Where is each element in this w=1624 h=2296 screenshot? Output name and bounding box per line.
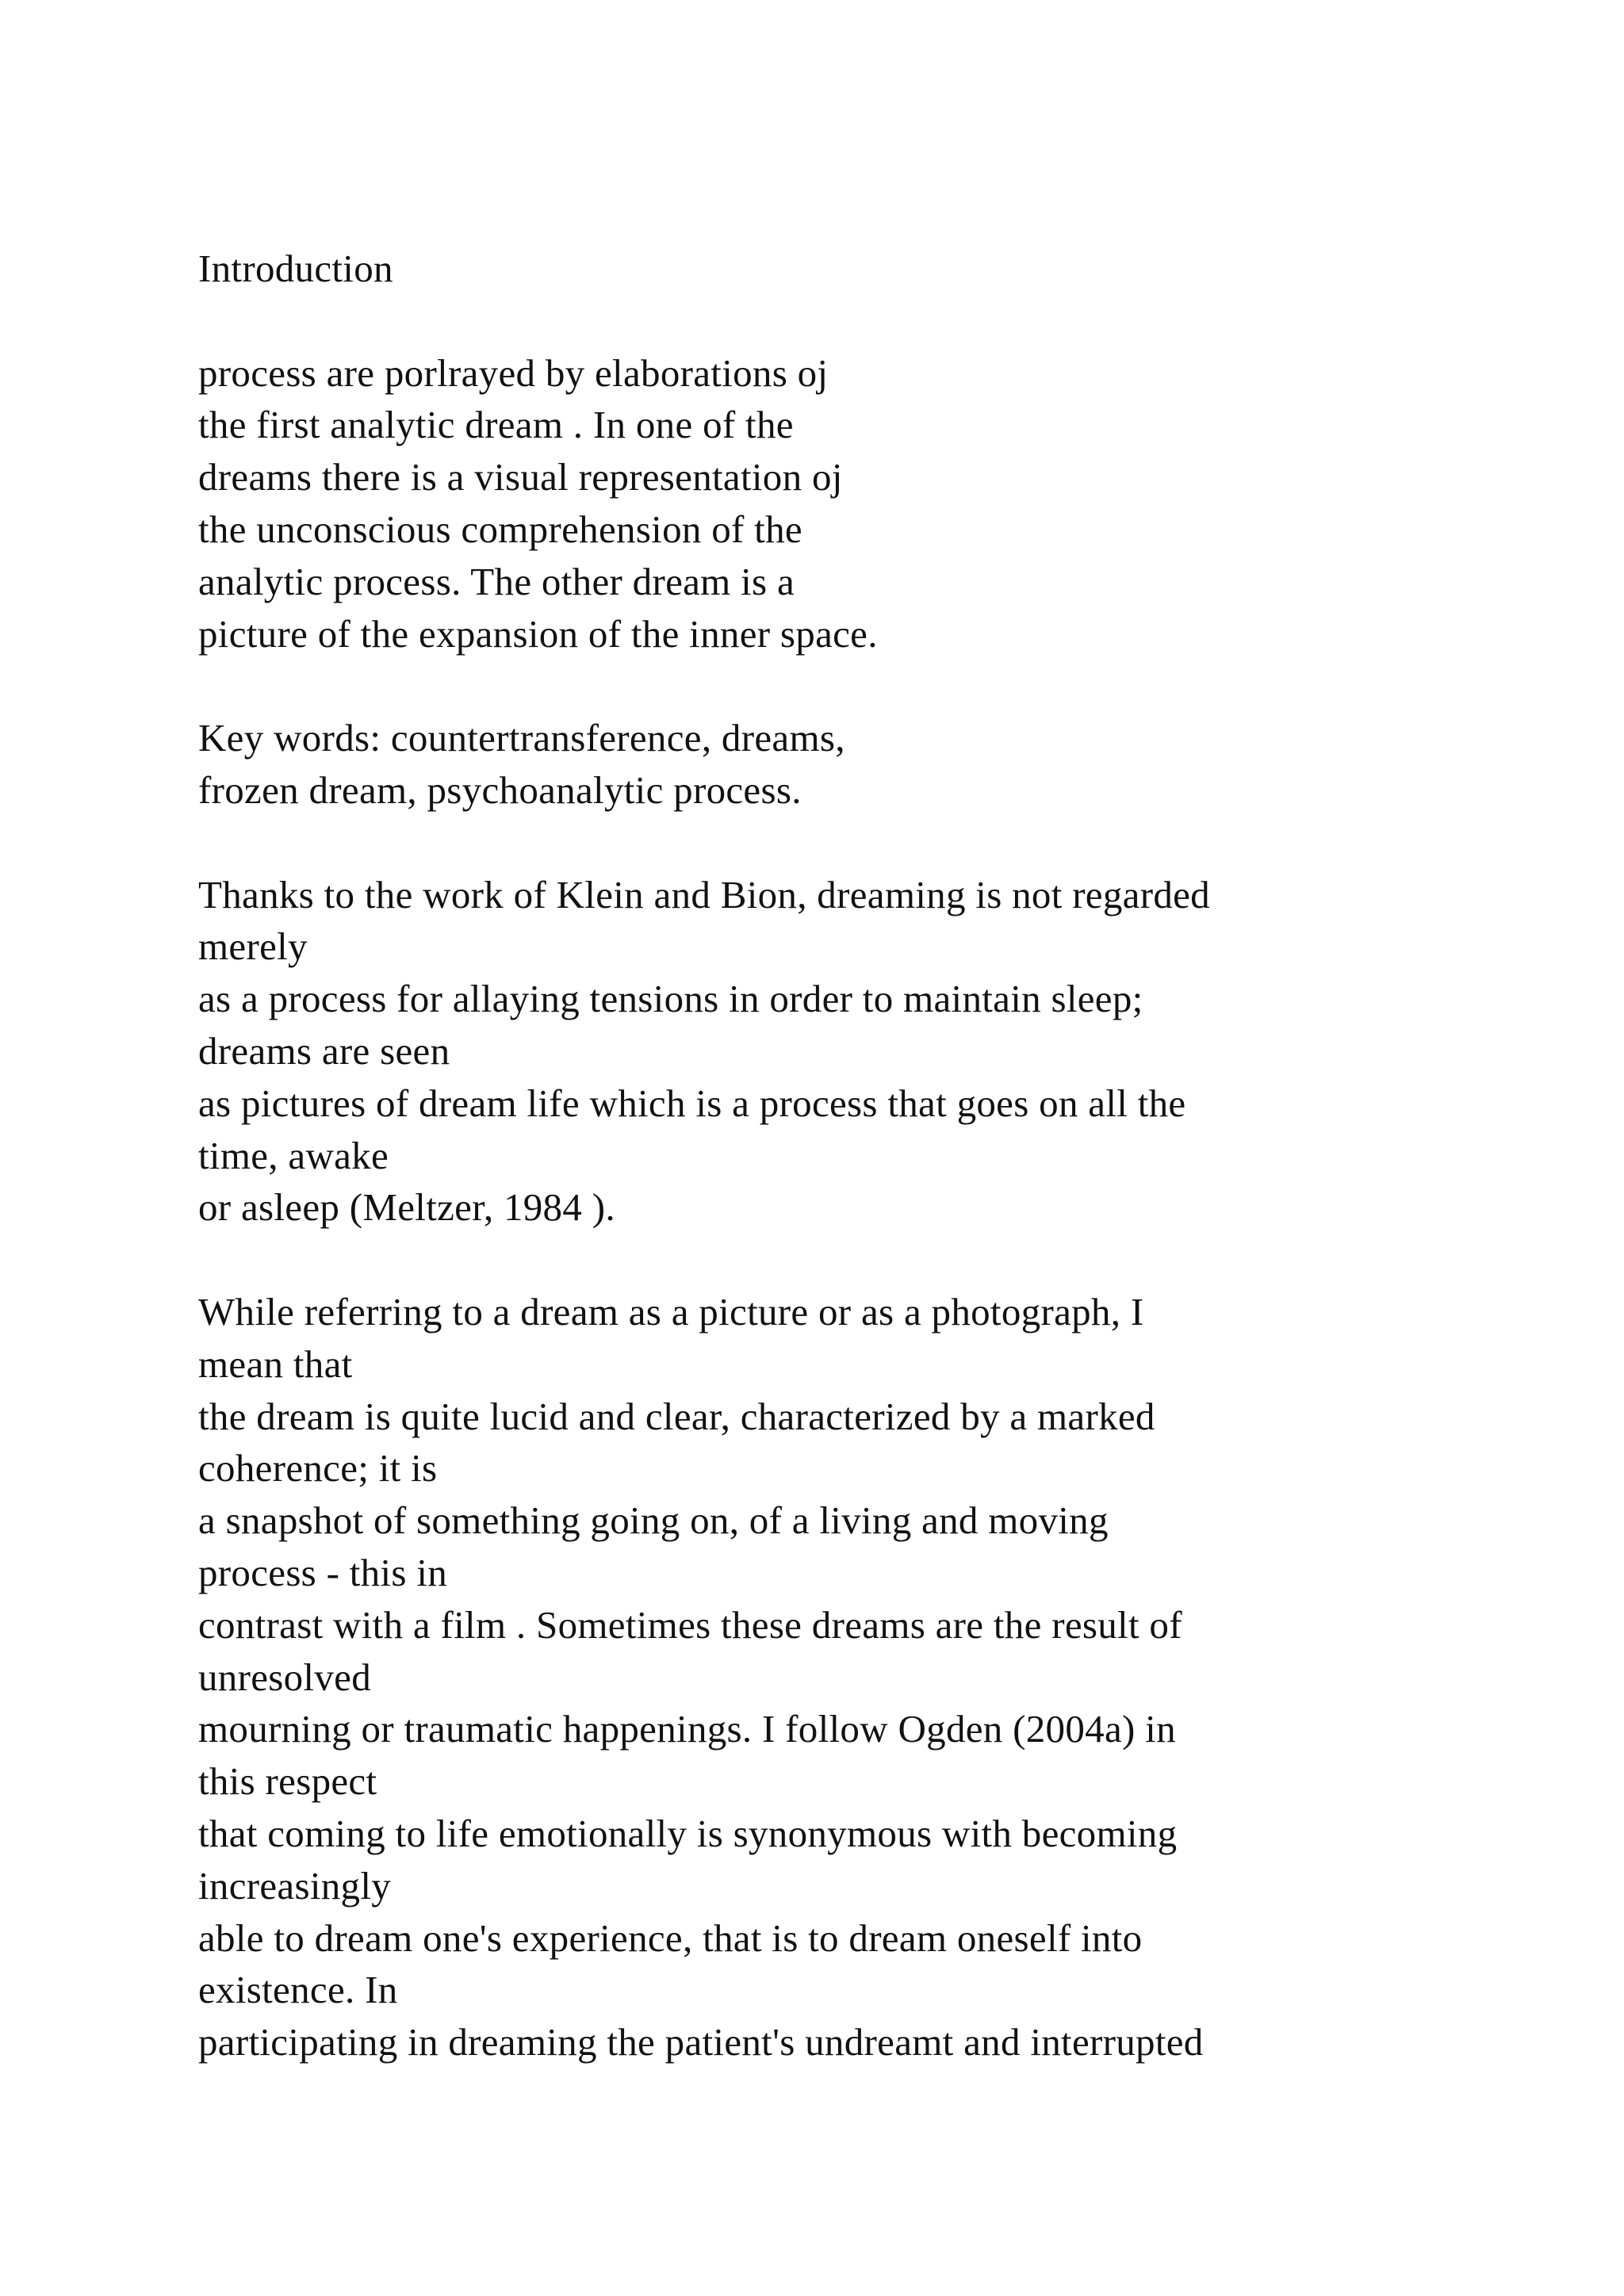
abstract-paragraph	[198, 347, 1546, 660]
document-body	[198, 243, 1546, 2068]
body-paragraph-1	[198, 869, 1546, 1234]
section-heading: Introduction	[198, 247, 393, 290]
text-line: While referring to a dream as a picture or as a photograph, I	[198, 1289, 1144, 1334]
text-line: as pictures of dream life which is a process that goes on all the	[198, 1081, 1186, 1125]
text-line: Key words: countertransference, dreams,	[198, 716, 845, 760]
blank-line	[198, 817, 1546, 869]
text-line: increasingly	[198, 1863, 392, 1908]
text-line: merely	[198, 924, 308, 969]
text-line: this respect	[198, 1759, 377, 1804]
text-line: picture of the expansion of the inner space.	[198, 611, 878, 656]
text-line: dreams there is a visual representation oj	[198, 455, 843, 499]
blank-line	[198, 295, 1546, 347]
blank-line	[198, 660, 1546, 712]
text-line: the unconscious comprehension of the	[198, 507, 802, 551]
text-line: existence. In	[198, 1968, 398, 2012]
text-line: or asleep (Meltzer, 1984 ).	[198, 1185, 615, 1230]
text-line: the first analytic dream . In one of the	[198, 403, 794, 447]
keywords-paragraph	[198, 712, 1546, 817]
text-line: mean that	[198, 1341, 353, 1386]
text-line: unresolved	[198, 1655, 371, 1699]
text-line: dreams are seen	[198, 1028, 450, 1073]
text-line: contrast with a film . Sometimes these dreams are the result of	[198, 1602, 1182, 1647]
text-line: process are porlrayed by elaborations oj	[198, 350, 829, 395]
text-line: participating in dreaming the patient's undreamt and interrupted	[198, 2020, 1204, 2064]
body-paragraph-2	[198, 1286, 1546, 2068]
text-line: process - this in	[198, 1550, 448, 1594]
text-line: able to dream one's experience, that is to dream oneself into	[198, 1915, 1143, 1960]
text-line: mourning or traumatic happenings. I follow Ogden (2004a) in	[198, 1707, 1176, 1751]
text-line: Thanks to the work of Klein and Bion, dreaming is not regarded	[198, 872, 1210, 916]
text-line: frozen dream, psychoanalytic process.	[198, 767, 802, 812]
text-line: time, awake	[198, 1133, 389, 1177]
text-line: analytic process. The other dream is a	[198, 559, 795, 603]
text-line: a snapshot of something going on, of a living and moving	[198, 1498, 1109, 1543]
text-line: as a process for allaying tensions in order to maintain sleep;	[198, 977, 1143, 1021]
text-line: that coming to life emotionally is synonymous with becoming	[198, 1811, 1178, 1855]
text-line: coherence; it is	[198, 1446, 438, 1490]
text-line: the dream is quite lucid and clear, characterized by a marked	[198, 1394, 1155, 1438]
blank-line	[198, 1234, 1546, 1286]
